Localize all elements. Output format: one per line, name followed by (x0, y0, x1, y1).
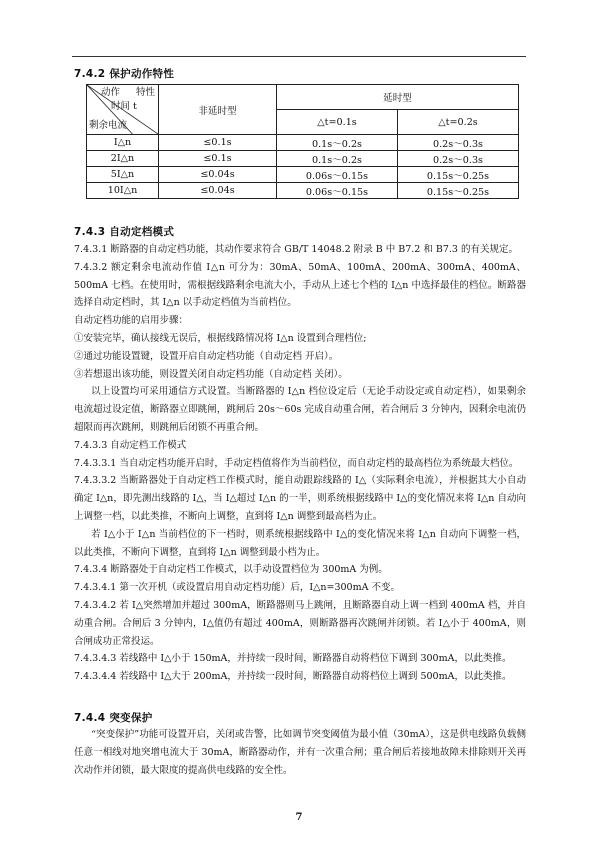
table-cell: 0.06s～0.15s (277, 167, 398, 183)
paragraph: ①安装完毕，确认接线无误后，根据线路情况将 I△n 设置到合理档位; (74, 332, 367, 344)
paragraph: 7.4.3.3 自动定档工作模式 (74, 439, 187, 451)
table-header-row (87, 85, 519, 110)
paragraph: ②通过功能设置键，设置开启自动定档功能（自动定档 开启）。 (74, 350, 339, 362)
paragraph: 7.4.3.3.2 当断路器处于自动定档工作模式时，能自动跟踪线路的 I△（实际剩余电流），并根据其大小自动确定 I△n，即先测出线路的 I△，当 I△超过 I△n 的一半，则系统根据线路中 I△的变化情况来将 I△n 自动向上调整一档，以此类推，不断向上调整，直到将 I△n 调整到最高档为止。 (74, 475, 526, 522)
table-cell: ≤0.1s (159, 151, 277, 167)
paragraph: 7.4.3.3.1 当自动定档功能开启时，手动定档值将作为当前档位，而自动定档的最高档位为系统最大档位。 (74, 457, 519, 469)
table-row (87, 135, 519, 151)
section-7-4-4-body (74, 726, 526, 779)
diagonal-header-cell (87, 85, 159, 135)
table-cell: 0.2s～0.3s (398, 151, 519, 167)
paragraph: 7.4.3.4.3 若线路中 I△小于 150mA，并持续一段时间，断路器自动将档位下调到 300mA，以此类推。 (74, 653, 512, 665)
paragraph: 7.4.3.4 断路器处于自动定档工作模式，以手动设置档位为 300mA 为例。 (74, 564, 388, 576)
paragraph: 7.4.3.1 断路器的自动定档功能，其动作要求符合 GB/T 14048.2 附录 B 中 B7.2 和 B7.3 的有关规定。 (74, 244, 518, 255)
header-non-delay: 非延时型 (159, 85, 277, 135)
paragraph: 7.4.3.4.2 若 I△突然增加并超过 300mA，断路器则马上跳闸，且断路器自动上调一档到 400mA 档，并自动重合闸。合闸后 3 分钟内，I△值仍有超过 400mA，则断路器再次跳闸并闭锁。若 I△小于 400mA，则合闸成功正常投运。 (74, 599, 526, 647)
table-cell: 2I△n (87, 151, 159, 167)
table-cell: ≤0.04s (159, 183, 277, 199)
table-row (87, 151, 519, 167)
page-number: 7 (295, 812, 303, 823)
table-row (87, 183, 519, 199)
paragraph: 7.4.3.2 额定剩余电流动作值 I△n 可分为：30mA、50mA、100mA、200mA、300mA、400mA、500mA 七档。在使用时，需根据线路剩余电流大小，手动从上述七个档的 I△n 中选择最佳的档位。断路器选择自动定档时，其 I△n 以手动定档值为当前档位。 (74, 261, 526, 309)
diag-label-characteristic: 特性 (135, 87, 155, 98)
table-row (87, 167, 519, 183)
paragraph: “突变保护”功能可设置开启，关闭或告警，比如调节突变阈值为最小值（30mA），这是供电线路负载侧任意一相线对地突增电流大于 30mA，断路器动作，并有一次重合闸；重合闸后若接地故障未排除则开关再次动作并闭锁，最大限度的提高供电线路的安全性。 (74, 729, 526, 776)
subheader-dt-0-2: △t=0.2s (398, 110, 519, 135)
paragraph: 自动定档功能的启用步骤： (74, 315, 189, 327)
table-cell: ≤0.04s (159, 167, 277, 183)
table-cell: 0.15s～0.25s (398, 183, 519, 199)
header-rule (72, 56, 526, 57)
table-cell: I△n (87, 135, 159, 151)
table-cell: 0.15s～0.25s (398, 167, 519, 183)
table-cell: 0.1s～0.2s (277, 135, 398, 151)
section-title-7-4-4: 7.4.4 突变保护 (74, 712, 153, 724)
table-cell: 10I△n (87, 183, 159, 199)
paragraph: 7.4.3.4.4 若线路中 I△大于 200mA，并持续一段时间，断路器自动将档位上调到 500mA，以此类推。 (74, 671, 512, 683)
diag-label-time: 时间 t (111, 101, 137, 112)
table-cell: ≤0.1s (159, 135, 277, 151)
table-cell: 5I△n (87, 167, 159, 183)
section-title-7-4-2: 7.4.2 保护动作特性 (74, 68, 175, 80)
subheader-dt-0-1: △t=0.1s (277, 110, 398, 135)
paragraph: 以上设置均可采用通信方式设置。当断路器的 I△n 档位设定后（无论手动设定或自动定档），如果剩余电流超过设定值，断路器立即跳闸，跳闸后 20s～60s 完成自动重合闸，若合闸后 3 分钟内，因剩余电流仍超限而再次跳闸，则跳闸后闭锁不再重合闸。 (74, 386, 526, 433)
table-cell: 0.06s～0.15s (277, 183, 398, 199)
header-delay: 延时型 (277, 85, 519, 110)
protection-characteristics-table (86, 84, 519, 199)
paragraph: 若 I△小于 I△n 当前档位的下一档时，则系统根据线路中 I△的变化情况来将 I△n 自动向下调整一档，以此类推，不断向下调整，直到将 I△n 调整到最小档为止。 (74, 528, 526, 558)
section-title-7-4-3: 7.4.3 自动定档模式 (74, 226, 175, 238)
table-cell: 0.2s～0.3s (398, 135, 519, 151)
diag-label-action: 动作 (101, 87, 121, 98)
section-7-4-3-body (74, 241, 526, 686)
diag-label-residual-current: 剩余电流 (89, 120, 128, 131)
paragraph: ③若想退出该功能，则设置关闭自动定档功能（自动定档 关闭）。 (74, 368, 348, 380)
table-cell: 0.1s～0.2s (277, 151, 398, 167)
paragraph: 7.4.3.4.1 第一次开机（或设置启用自动定档功能）后，I△n=300mA 不变。 (74, 582, 400, 594)
